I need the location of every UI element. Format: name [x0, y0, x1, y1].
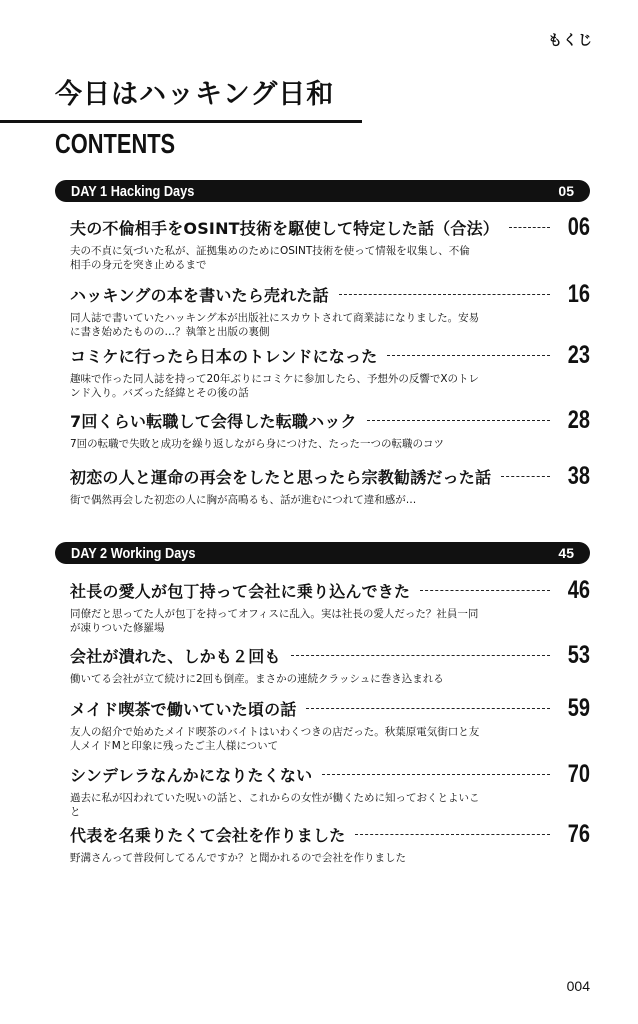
entry-description: 友人の紹介で始めたメイド喫茶のバイトはいわくつきの店だった。秋葉原電気街口と友人メイドMと印象に残ったご主人様について	[70, 726, 480, 752]
entry-title: シンデレラなんかになりたくない	[70, 765, 313, 785]
toc-entry[interactable]	[70, 280, 590, 339]
leader-dots	[322, 774, 550, 775]
leader-dots	[367, 420, 550, 421]
day-bar	[55, 542, 590, 564]
toc-entry[interactable]	[70, 820, 590, 865]
entry-page-number: 70	[567, 759, 590, 788]
toc-entry[interactable]	[70, 213, 590, 272]
entry-description: 過去に私が囚われていた呪いの話と、これからの女性が働くために知っておくとよいこと	[70, 792, 480, 818]
leader-dots	[339, 294, 550, 295]
entry-page-number: 06	[567, 212, 590, 241]
entry-page-number: 46	[567, 575, 590, 604]
entry-title: コミケに行ったら日本のトレンドになった	[70, 346, 378, 366]
toc-entry[interactable]	[70, 576, 590, 635]
entry-page-number: 38	[567, 461, 590, 490]
day-title: DAY 1 Hacking Days	[71, 182, 195, 200]
toc-entry[interactable]	[70, 641, 590, 686]
day-page-number: 45	[558, 545, 574, 561]
entry-title: 会社が潰れた、しかも２回も	[70, 646, 281, 666]
leader-dots	[420, 590, 550, 591]
corner-label: もくじ	[548, 33, 593, 49]
leader-dots	[306, 708, 550, 709]
entry-description: 働いてる会社が立て続けに2回も倒産。まさかの連続クラッシュに巻き込まれる	[70, 673, 444, 685]
entry-title: 代表を名乗りたくて会社を作りました	[70, 825, 346, 845]
day-bar	[55, 180, 590, 202]
leader-dots	[291, 655, 550, 656]
entry-page-number: 76	[567, 819, 590, 848]
toc-entry[interactable]	[70, 462, 590, 507]
entry-title: 社長の愛人が包丁持って会社に乗り込んできた	[70, 581, 411, 601]
day-page-number: 05	[558, 183, 574, 199]
leader-dots	[501, 476, 550, 477]
entry-description: 趣味で作った同人誌を持って20年ぶりにコミケに参加したら、予想外の反響でXのトレンド入り。バズった経緯とその後の話	[70, 373, 480, 399]
entry-description: 夫の不貞に気づいた私が、証拠集めのためにOSINT技術を使って情報を収集し、不倫相手の身元を突き止めるまで	[70, 245, 470, 271]
section-day-2	[55, 542, 590, 564]
toc-entry[interactable]	[70, 694, 590, 753]
entry-description: 7回の転職で失敗と成功を繰り返しながら身につけた、たった一つの転職のコツ	[70, 438, 444, 450]
entry-description: 野溝さんって普段何してるんですか？と聞かれるので会社を作りました	[70, 852, 406, 864]
entry-title: メイド喫茶で働いていた頃の話	[70, 699, 297, 719]
entry-title: ハッキングの本を書いたら売れた話	[70, 285, 329, 305]
contents-heading: CONTENTS	[55, 128, 176, 159]
toc-entry[interactable]	[70, 406, 590, 451]
entry-description: 同僚だと思ってた人が包丁を持ってオフィスに乱入。実は社長の愛人だった？社員一同が凍りついた修羅場	[70, 608, 479, 634]
entry-page-number: 59	[567, 693, 590, 722]
entry-title: 7回くらい転職して会得した転職ハック	[70, 411, 357, 431]
leader-dots	[355, 834, 550, 835]
book-title: 今日はハッキング日和	[55, 79, 335, 110]
entry-description: 同人誌で書いていたハッキング本が出版社にスカウトされて商業誌になりました。安易に書き始めたものの…？執筆と出版の裏側	[70, 312, 480, 338]
entry-page-number: 28	[567, 405, 590, 434]
toc-entry[interactable]	[70, 760, 590, 819]
toc-entry[interactable]	[70, 341, 590, 400]
entry-description: 街で偶然再会した初恋の人に胸が高鳴るも、話が進むにつれて違和感が…	[70, 494, 417, 506]
day-title: DAY 2 Working Days	[71, 544, 196, 562]
section-day-1	[55, 180, 590, 202]
entry-title: 初恋の人と運命の再会をしたと思ったら宗教勧誘だった話	[70, 467, 492, 487]
title-rule	[0, 120, 362, 123]
entry-title: 夫の不倫相手をOSINT技術を駆使して特定した話（合法）	[70, 218, 499, 238]
entry-page-number: 16	[567, 279, 590, 308]
leader-dots	[509, 227, 550, 228]
entry-page-number: 23	[567, 340, 590, 369]
page-folio: 004	[566, 978, 590, 994]
entry-page-number: 53	[567, 640, 590, 669]
leader-dots	[387, 355, 550, 356]
